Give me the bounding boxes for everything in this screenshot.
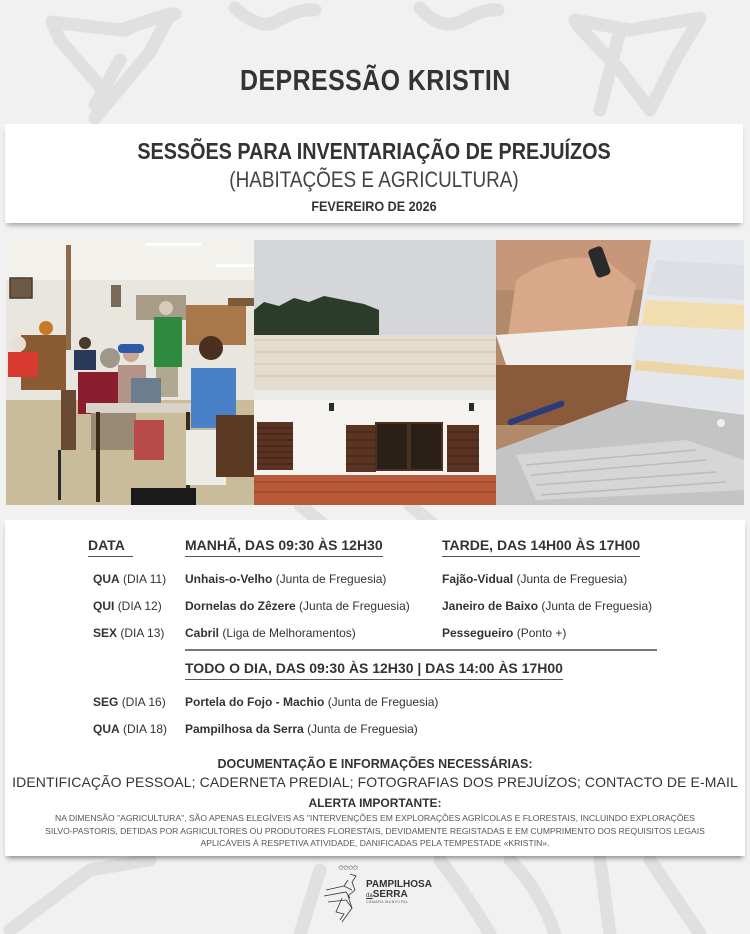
divider bbox=[185, 649, 657, 651]
column-header-date: DATA bbox=[88, 537, 133, 557]
subtitle-date: FEVEREIRO DE 2026 bbox=[311, 198, 437, 214]
logo-text: PAMPILHOSA daSERRA bbox=[366, 879, 432, 900]
photo-community-room bbox=[6, 240, 254, 505]
alert-title: ALERTA IMPORTANTE: bbox=[308, 796, 442, 810]
row-morning-location: Cabril (Liga de Melhoramentos) bbox=[185, 626, 356, 640]
row-afternoon-location: Fajão-Vidual (Junta de Freguesia) bbox=[442, 572, 628, 586]
header-band bbox=[5, 5, 745, 121]
municipality-logo bbox=[322, 864, 432, 922]
row-afternoon-location: Janeiro de Baixo (Junta de Freguesia) bbox=[442, 599, 653, 613]
subtitle-card bbox=[5, 124, 743, 223]
logo-bird-icon bbox=[322, 868, 366, 926]
logo-subtitle: CÂMARA MUNICIPAL bbox=[366, 900, 409, 904]
row-date: SEG (DIA 16) bbox=[93, 695, 166, 709]
row-date: SEX (DIA 13) bbox=[93, 626, 165, 640]
photo-damaged-house bbox=[254, 240, 496, 505]
documentation-title: DOCUMENTAÇÃO E INFORMAÇÕES NECESSÁRIAS: bbox=[217, 757, 533, 771]
subtitle-scope: (HABITAÇÕES E AGRICULTURA) bbox=[229, 167, 519, 192]
row-afternoon-location: Pessegueiro (Ponto +) bbox=[442, 626, 567, 640]
photo-strip bbox=[6, 240, 744, 505]
row-date: QUA (DIA 11) bbox=[93, 572, 167, 586]
row-morning-location: Unhais-o-Velho (Junta de Freguesia) bbox=[185, 572, 387, 586]
photo-laptop-paperwork bbox=[496, 240, 744, 505]
subtitle-main: SESSÕES PARA INVENTARIAÇÃO DE PREJUÍZOS bbox=[137, 138, 611, 164]
alert-text: NA DIMENSÃO "AGRICULTURA", SÃO APENAS ELEGÍVEIS AS "INTERVENÇÕES EM EXPLORAÇÕES AGRÍCOLAS E FLORESTAIS, INCLUINDO EXPLORAÇÕES SILVO-PASTORIS, DETIDAS POR AGRICULTORES OU PRODUTORES FLORESTAIS, DEVIDAMENTE REGISTADAS E EM CUMPRIMENTO DOS REQUISITOS LEGAIS APLICÁVEIS À RESPETIVA ATIVIDADE, DANIFICADAS PELA TEMPESTADE «KRISTIN». bbox=[45, 813, 705, 848]
schedule-card bbox=[5, 520, 745, 856]
row-date: QUI (DIA 12) bbox=[93, 599, 162, 613]
row-all-day-location: Portela do Fojo - Machio (Junta de Freguesia) bbox=[185, 695, 439, 709]
column-header-all-day: TODO O DIA, DAS 09:30 ÀS 12H30 | DAS 14:00 ÀS 17H00 bbox=[185, 660, 563, 680]
main-title: DEPRESSÃO KRISTIN bbox=[239, 64, 511, 97]
row-all-day-location: Pampilhosa da Serra (Junta de Freguesia) bbox=[185, 722, 418, 736]
documentation-list: IDENTIFICAÇÃO PESSOAL; CADERNETA PREDIAL; FOTOGRAFIAS DOS PREJUÍZOS; CONTACTO DE E-MAIL bbox=[12, 774, 738, 790]
logo-stars-icon: ✩✩✩✩ bbox=[338, 865, 358, 872]
column-header-afternoon: TARDE, DAS 14H00 ÀS 17H00 bbox=[442, 537, 640, 557]
row-date: QUA (DIA 18) bbox=[93, 722, 168, 736]
column-header-morning: MANHÃ, DAS 09:30 ÀS 12H30 bbox=[185, 537, 383, 557]
row-morning-location: Dornelas do Zêzere (Junta de Freguesia) bbox=[185, 599, 410, 613]
